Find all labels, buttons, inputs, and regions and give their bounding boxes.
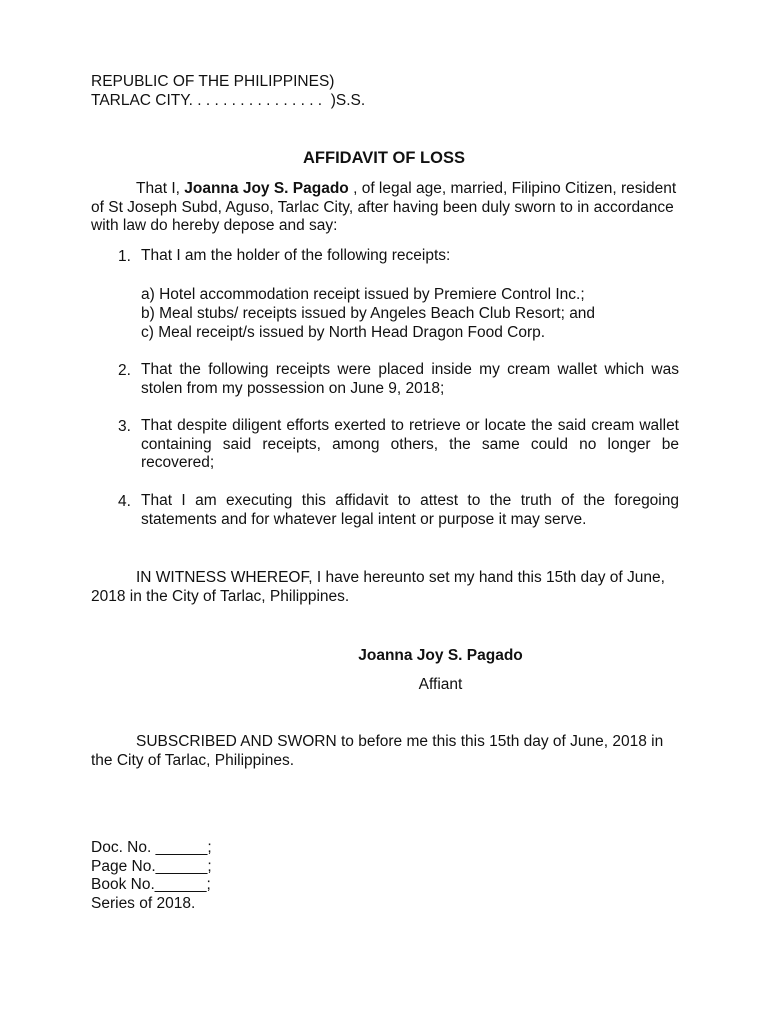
book-number: Book No.______; [91, 876, 211, 893]
affiant-role: Affiant [418, 676, 463, 693]
document-title: AFFIDAVIT OF LOSS [303, 149, 465, 167]
jurat-clause: SUBSCRIBED AND SWORN to before me this this 15th day of June, 2018 in the City of Tarlac, Philippines. [91, 733, 664, 769]
doc-number: Doc. No. ______; [91, 839, 212, 856]
intro-paragraph [91, 180, 679, 236]
item-text-1: That I am the holder of the following receipts: [141, 247, 451, 264]
venue-line-2: TARLAC CITY. . . . . . . . . . . . . . . . )S.S. [91, 92, 366, 109]
item-number-4: 4. [118, 493, 131, 510]
venue-line-1: REPUBLIC OF THE PHILIPPINES) [91, 73, 335, 90]
affiant-signature-name: Joanna Joy S. Pagado [358, 647, 523, 664]
item-text-2: That the following receipts were placed inside my cream wallet which was stolen from my possession on June 9, 2018; [141, 361, 679, 397]
series-year: Series of 2018. [91, 895, 196, 912]
intro-suffix: , of legal age, married, Filipino Citizen, resident of St Joseph Subd, Aguso, Tarlac City, after having been duly sworn to in accordance with law do hereby depose and say: [91, 180, 677, 234]
receipt-subitem-a: a) Hotel accommodation receipt issued by Premiere Control Inc.; [141, 286, 585, 303]
affiant-name-inline: Joanna Joy S. Pagado [184, 180, 349, 197]
receipt-subitem-c: c) Meal receipt/s issued by North Head Dragon Food Corp. [141, 324, 546, 341]
intro-prefix: That I, [136, 180, 185, 197]
item-text-4: That I am executing this affidavit to attest to the truth of the foregoing statements and for whatever legal intent or purpose it may serve. [141, 492, 679, 528]
witness-clause: IN WITNESS WHEREOF, I have hereunto set my hand this 15th day of June, 2018 in the City of Tarlac, Philippines. [91, 569, 665, 605]
item-number-1: 1. [118, 248, 131, 265]
item-number-3: 3. [118, 418, 131, 435]
receipt-subitem-b: b) Meal stubs/ receipts issued by Angeles Beach Club Resort; and [141, 305, 596, 322]
item-number-2: 2. [118, 362, 131, 379]
page-number: Page No.______; [91, 858, 212, 875]
item-text-3: That despite diligent efforts exerted to retrieve or locate the said cream wallet containing said receipts, among others, the same could no longer be recovered; [141, 417, 679, 471]
